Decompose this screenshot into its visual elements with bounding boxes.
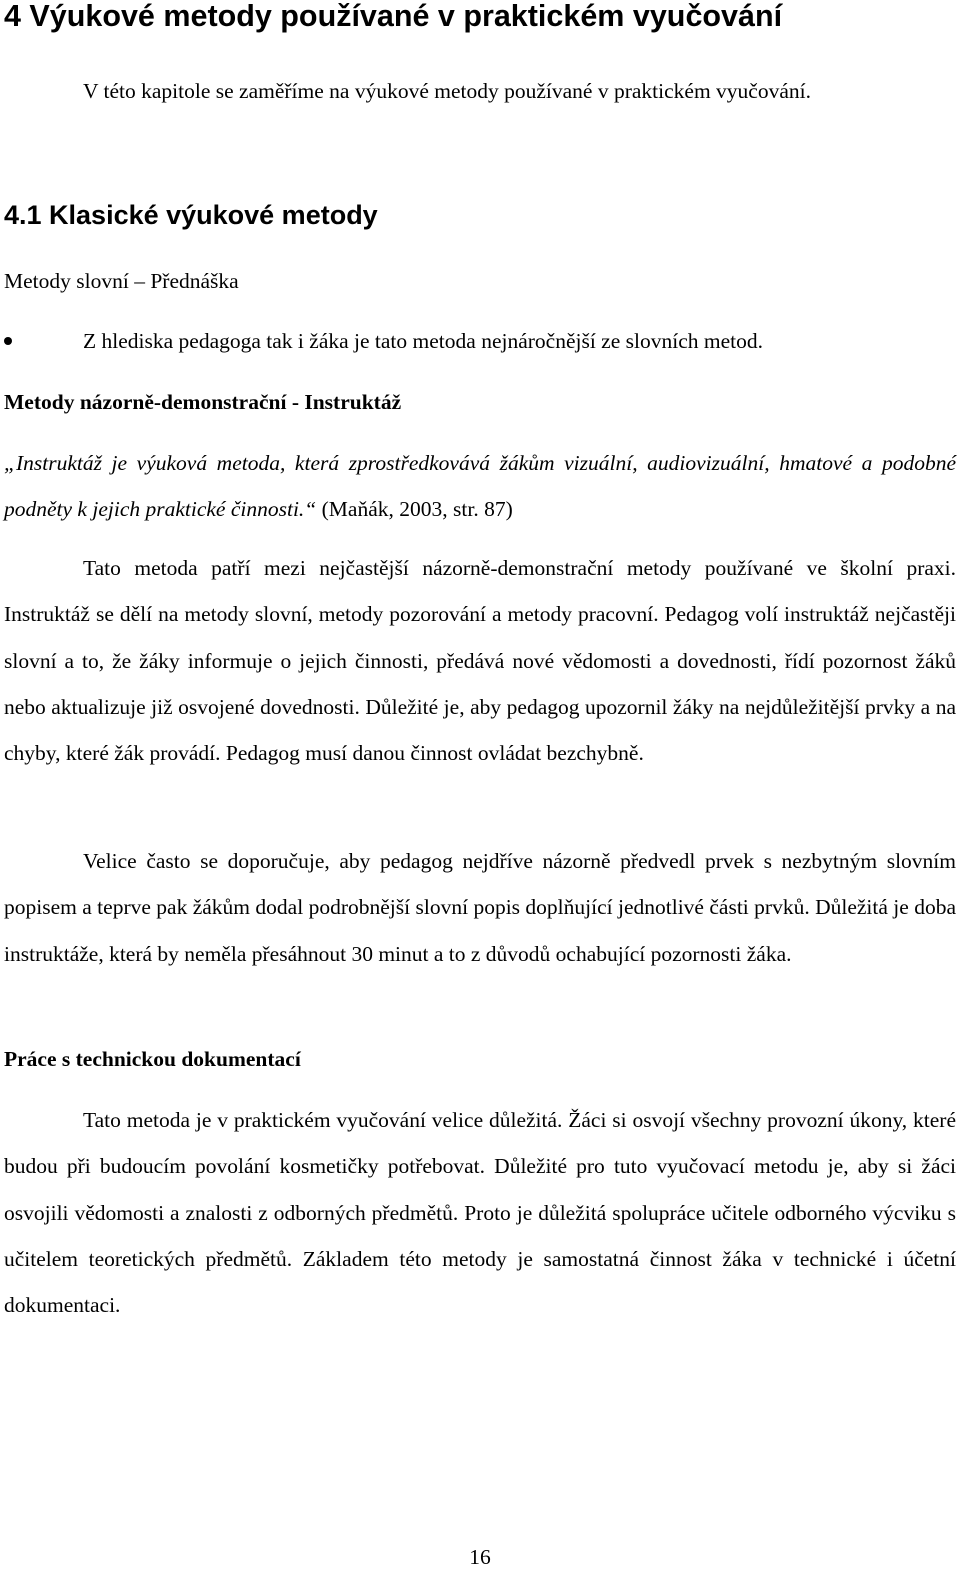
documentation-paragraph: Tato metoda je v praktickém vyučování velice důležitá. Žáci si osvojí všechny provozní úkony, které budou při budoucím povolání kosmetičky potřebovat. Důležité pro tuto vyučovací metodu je, aby si žáci osvojili vědomosti a znalosti z odborných předmětů. Proto je důležitá spolupráce učitele odborného výcviku s učitelem teoretických předmětů. Základem této metody je samostatná činnost žáka v technické i účetní dokumentaci. [4, 1108, 956, 1318]
instruction-paragraph-1: Tato metoda patří mezi nejčastější názorně-demonstrační metody používané ve školní praxi. Instruktáž se dělí na metody slovní, metody pozorování a metody pracovní. Pedagog volí instruktáž nejčastěji slovní a to, že žáky informuje o jejich činnosti, předává nové vědomosti a dovednosti, řídí pozornost žáků nebo aktualizuje již osvojené dovednosti. Důležité je, aby pedagog upozornil žáky na nejdůležitější prvky a na chyby, které žák provádí. Pedagog musí danou činnost ovládat bezchybně. [4, 556, 956, 766]
bullet-text: Z hlediska pedagoga tak i žáka je tato metoda nejnáročnější ze slovních metod. [83, 329, 763, 353]
quote-text: „Instruktáž je výuková metoda, která zprostředkovává žákům vizuální, audiovizuální, hmatové a podobné podněty k jejich praktické činnosti.“ [4, 451, 956, 522]
instruction-paragraph-2: Velice často se doporučuje, aby pedagog nejdříve názorně předvedl prvek s nezbytným slovním popisem a teprve pak žákům dodal podrobnější slovní popis doplňující jednotlivé části prvků. Důležitá je doba instruktáže, která by neměla přesáhnout 30 minut a to z důvodů ochabující pozornosti žáka. [4, 849, 956, 966]
quote-citation: (Maňák, 2003, str. 87) [316, 497, 513, 522]
instruction-quote [4, 440, 956, 533]
bullet-icon [4, 337, 12, 345]
documentation-subheading: Práce s technickou dokumentací [4, 1047, 301, 1071]
bullet-item [0, 326, 956, 358]
section-heading: 4.1 Klasické výukové metody [4, 200, 378, 230]
chapter-heading: 4 Výukové metody používané v praktickém vyučování [4, 0, 783, 33]
page-number: 16 [469, 1545, 491, 1569]
demonstration-methods-subheading: Metody názorně-demonstrační - Instruktáž [4, 390, 402, 414]
chapter-intro: V této kapitole se zaměříme na výukové metody používané v praktickém vyučování. [83, 79, 811, 103]
verbal-methods-subheading: Metody slovní – Přednáška [4, 269, 239, 293]
